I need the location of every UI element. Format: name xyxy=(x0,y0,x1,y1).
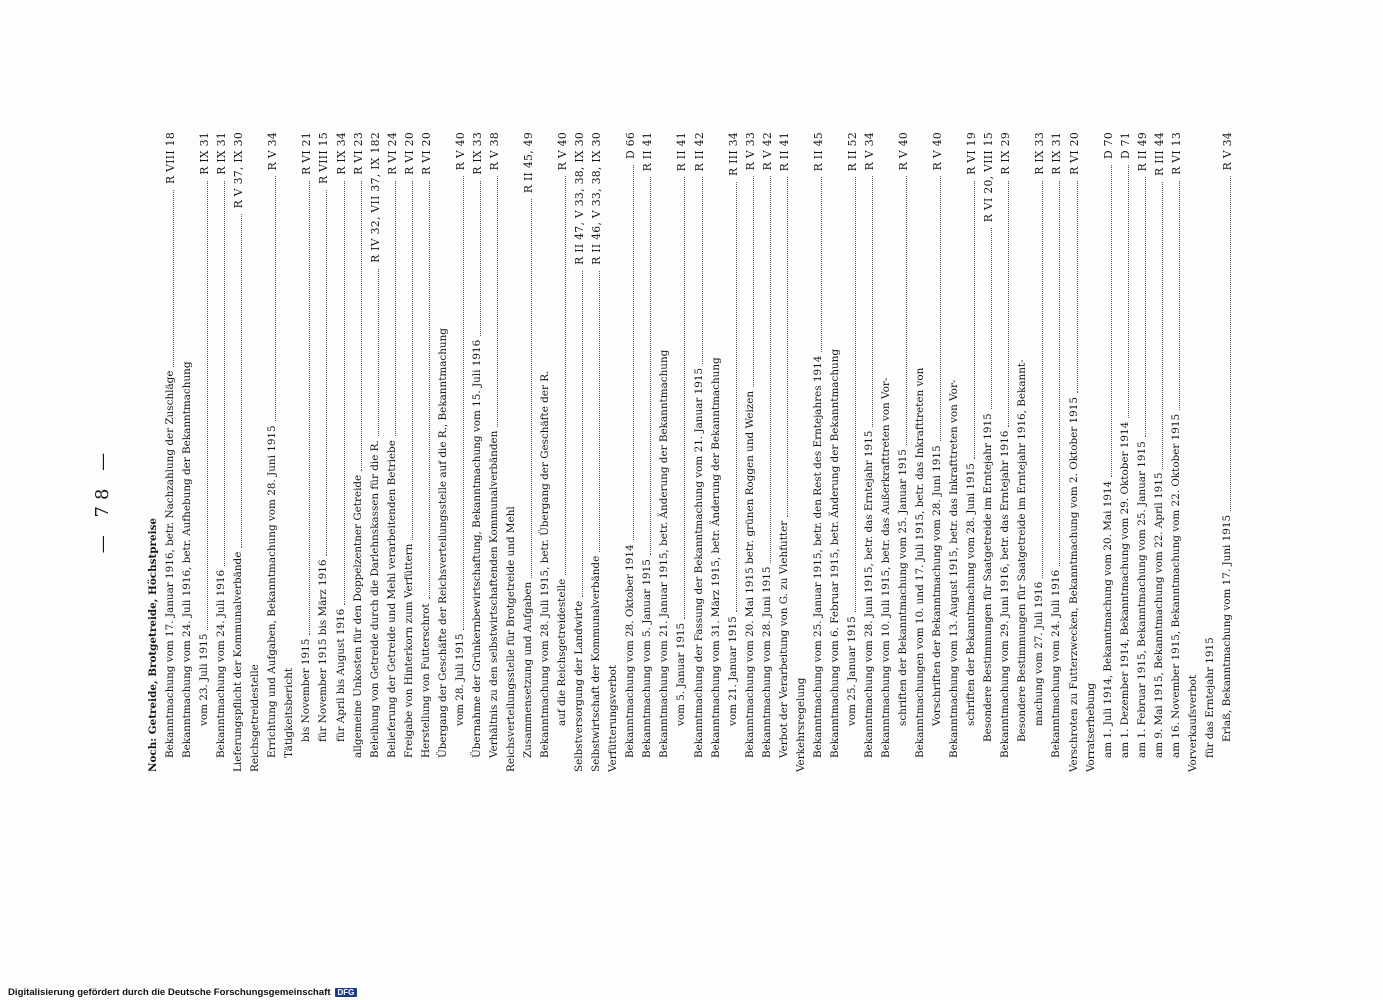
entry-text: Selbstversorgung der Landwirte xyxy=(573,600,586,772)
entry-reference: R II 41 xyxy=(777,132,791,172)
entry-text: allgemeine Unkosten für den Doppelzentner Getreide xyxy=(351,474,364,758)
entry-text: Verhältnis zu den selbstwirtschaftenden Kommunalverbänden xyxy=(487,430,500,758)
index-entry xyxy=(656,132,673,772)
entry-text: machung vom 27. Juli 1916 xyxy=(1033,581,1046,726)
index-entry xyxy=(946,132,963,772)
entry-text: Bekanntmachungen vom 10. und 17. Juli 1915, betr. das Inkrafttreten von xyxy=(914,367,927,758)
index-entry xyxy=(1014,132,1031,772)
index-entry xyxy=(520,132,537,772)
index-entry xyxy=(878,132,895,772)
entry-reference: R VI 24 xyxy=(385,132,399,175)
entry-reference: R IX 29 xyxy=(999,132,1013,175)
entry-text: am 16. November 1915, Bekanntmachung vom 22. Oktober 1915 xyxy=(1169,413,1182,758)
entry-reference: R IX 31 xyxy=(198,132,212,175)
entry-text: Vorschriften der Bekanntmachung vom 28. Juni 1915 xyxy=(931,445,944,726)
index-entry xyxy=(1100,132,1117,772)
entry-text: für das Erntejahr 1915 xyxy=(1203,637,1216,758)
index-entry xyxy=(503,132,520,772)
entry-reference: R IX 31 xyxy=(1050,132,1064,175)
entry-reference: R VI 20, VIII 15 xyxy=(982,132,996,223)
dot-leader xyxy=(352,181,362,471)
index-entry xyxy=(895,132,912,772)
entry-text: Bekanntmachung vom 24. Juli 1916, betr. Aufhebung der Bekanntmachung xyxy=(181,361,194,758)
entry-text: Herstellung von Futterschrot xyxy=(419,603,432,758)
index-entry xyxy=(759,132,776,772)
entry-text: Bekanntmachung vom 10. Juli 1915, betr. das Außerkrafttreten von Vor- xyxy=(880,377,893,758)
entry-reference: R IX 33 xyxy=(1033,132,1047,175)
index-entry xyxy=(264,132,281,772)
dot-leader xyxy=(1050,181,1060,566)
entry-text: Bekanntmachung vom 6. Februar 1915, betr. Änderung der Bekanntmachung xyxy=(828,348,841,758)
entry-text: Verfütterungsverbot xyxy=(607,664,620,772)
dot-leader xyxy=(846,177,856,612)
dot-leader xyxy=(573,271,583,597)
index-entry xyxy=(1202,132,1219,772)
entry-reference: R V 40 xyxy=(931,132,945,171)
index-entry xyxy=(315,132,332,772)
index-entry xyxy=(1168,132,1185,772)
index-entry xyxy=(162,132,179,772)
index-entry xyxy=(367,132,384,772)
entry-text: am 1. Dezember 1914, Bekanntmachung vom 29. Oktober 1914 xyxy=(1118,421,1131,758)
entry-text: schriften der Bekanntmachung vom 25. Januar 1915 xyxy=(897,449,910,726)
entry-reference: R V 34 xyxy=(1220,132,1234,171)
entry-reference: R II 49 xyxy=(1135,132,1149,172)
entry-text: für April bis August 1916 xyxy=(334,608,347,742)
entry-reference: D 70 xyxy=(1101,132,1115,160)
index-entry xyxy=(588,132,605,772)
entry-text: am 1. Februar 1915, Bekanntmachung vom 25. Januar 1915 xyxy=(1135,441,1148,758)
dot-leader xyxy=(215,181,225,566)
index-entry xyxy=(1219,132,1236,772)
index-entry xyxy=(469,132,486,772)
entry-text: für November 1915 bis März 1916 xyxy=(317,559,330,742)
dot-leader xyxy=(420,181,430,599)
entry-reference: R V 40 xyxy=(897,132,911,171)
entry-text: am 9. Mai 1915, Bekanntmachung vom 22. April 1915 xyxy=(1152,472,1165,758)
entry-text: Besondere Bestimmungen für Saatgetreide im Erntejahr 1915 xyxy=(982,413,995,742)
dot-leader xyxy=(897,176,907,445)
entry-reference: R V 40 xyxy=(556,132,570,171)
entry-text: Vorverkaufsverbot xyxy=(1186,674,1199,772)
entry-reference: R V 37, IX 30 xyxy=(232,132,246,209)
entry-text: Bekanntmachung vom 21. Januar 1915, betr. Änderung der Bekanntmachung xyxy=(658,349,671,758)
dot-leader xyxy=(300,181,310,635)
entry-reference: R VI 21 xyxy=(300,132,314,175)
dot-leader xyxy=(999,181,1009,427)
index-entry xyxy=(997,132,1014,772)
entry-reference: R II 46, V 33, 38, IX 30 xyxy=(590,132,604,265)
entry-text: Freigabe von Hinterkorn zum Verfüttern xyxy=(402,543,415,758)
dot-leader xyxy=(556,176,566,575)
entry-reference: R II 47, V 33, 38, IX 30 xyxy=(573,132,587,265)
index-entry xyxy=(708,132,725,772)
dot-leader xyxy=(232,214,242,548)
index-entry xyxy=(827,132,844,772)
index-entry xyxy=(673,132,690,772)
entry-text: vom 21. Januar 1915 xyxy=(726,616,739,726)
dot-leader xyxy=(1136,177,1146,437)
entry-text: Übernahme der Grünkernbewirtschaftung, Bekanntmachung vom 15. Juli 1916 xyxy=(470,339,483,758)
entry-text: vom 28. Juli 1915 xyxy=(453,633,466,726)
entry-reference: R IX 31 xyxy=(215,132,229,175)
dot-leader xyxy=(266,176,276,421)
entry-text: Bekanntmachung vom 28. Oktober 1914 xyxy=(624,544,637,758)
entry-reference: R VI 20 xyxy=(402,132,416,175)
entry-text: Verbot der Verarbeitung von G. zu Viehfutter xyxy=(777,520,790,758)
index-entry xyxy=(179,132,196,772)
entry-reference: R III 44 xyxy=(1152,132,1166,176)
dot-leader xyxy=(471,181,481,336)
index-entry xyxy=(725,132,742,772)
entry-reference: R IX 34 xyxy=(334,132,348,175)
dot-leader xyxy=(1221,176,1231,511)
index-entry xyxy=(963,132,980,772)
entry-text: Bekanntmachung vom 25. Januar 1915, betr. den Rest des Erntejahres 1914 xyxy=(811,355,824,758)
dot-leader xyxy=(641,177,651,555)
index-entry xyxy=(452,132,469,772)
entry-text: Verschroten zu Futterzwecken, Bekanntmachung vom 2. Oktober 1915 xyxy=(1067,397,1080,772)
index-entry xyxy=(418,132,435,772)
entry-text: Zusammensetzung und Aufgaben xyxy=(522,581,535,758)
entry-text: Noch: Getreide, Brotgetreide, Höchstpreise xyxy=(147,517,159,772)
index-entry xyxy=(435,132,452,772)
dot-leader xyxy=(198,181,208,630)
dot-leader xyxy=(335,181,345,605)
index-entry xyxy=(622,132,639,772)
entry-reference: R V 34 xyxy=(266,132,280,171)
entry-text: Bekanntmachung vom 28. Juni 1915 xyxy=(760,566,773,758)
dot-leader xyxy=(590,271,600,552)
entry-text: vom 5. Januar 1915 xyxy=(675,622,688,726)
entry-text: Bekanntmachung vom 20. Mai 1915 betr. grünen Roggen und Weizen xyxy=(743,390,756,758)
subject-index xyxy=(145,132,1236,772)
entry-reference: R II 45 xyxy=(811,132,825,172)
dot-leader xyxy=(1153,182,1163,469)
dot-leader xyxy=(1119,165,1129,418)
entry-text: Bekanntmachung vom 31. März 1915, betr. Änderung der Bekanntmachung xyxy=(709,357,722,758)
entry-reference: D 71 xyxy=(1118,132,1132,160)
index-entry xyxy=(350,132,367,772)
entry-text: Bekanntmachung vom 5. Januar 1915 xyxy=(641,559,654,758)
entry-text: schriften der Bekanntmachung vom 28. Juni 1915 xyxy=(965,463,978,726)
index-entry xyxy=(571,132,588,772)
entry-text: auf die Reichsgetreidestelle xyxy=(556,578,569,726)
entry-reference: R IX 33 xyxy=(470,132,484,175)
entry-reference: R V 42 xyxy=(760,132,774,171)
entry-reference: D 66 xyxy=(624,132,638,160)
dot-leader xyxy=(761,176,771,563)
dot-leader xyxy=(982,228,992,409)
entry-text: Reichsverteilungsstelle für Brotgetreide und Mehl xyxy=(504,506,517,772)
entry-reference: R VI 20 xyxy=(419,132,433,175)
entry-reference: R V 34 xyxy=(862,132,876,171)
index-entry xyxy=(281,132,298,772)
entry-text: Tätigkeitsbericht xyxy=(283,667,296,758)
entry-text: vom 23. Juli 1915 xyxy=(198,633,211,726)
index-entry xyxy=(1151,132,1168,772)
entry-text: Erlaß, Bekanntmachung vom 17. Juni 1915 xyxy=(1220,514,1233,742)
index-entry xyxy=(486,132,503,772)
entry-text: Besondere Bestimmungen für Saatgetreide im Erntejahr 1916, Bekannt- xyxy=(1016,359,1029,742)
dot-leader xyxy=(863,176,873,427)
digitization-credit xyxy=(8,987,357,998)
entry-text: bis November 1915 xyxy=(300,638,313,742)
index-entry xyxy=(1083,132,1100,772)
entry-text: Bekanntmachung vom 29. Juni 1916, betr. das Erntejahr 1916 xyxy=(999,430,1012,758)
entry-reference: R VI 20 xyxy=(1067,132,1081,175)
dot-leader xyxy=(1033,181,1043,578)
entry-reference: R II 45, 49 xyxy=(522,132,536,194)
index-entry xyxy=(1185,132,1202,772)
dot-leader xyxy=(778,177,788,517)
index-entry xyxy=(1031,132,1048,772)
dot-leader xyxy=(488,176,498,427)
dot-leader xyxy=(675,177,685,619)
dot-leader xyxy=(369,269,379,436)
index-entry xyxy=(691,132,708,772)
entry-text: am 1. Juli 1914, Bekanntmachung vom 20. Mai 1914 xyxy=(1101,480,1114,758)
entry-reference: R IV 32, VII 37, IX 182 xyxy=(368,132,382,263)
entry-text: Bekanntmachung vom 17. Januar 1916, betr. Nachzahlung der Zuschläge xyxy=(164,370,177,758)
index-entry xyxy=(145,132,162,772)
entry-reference: R II 42 xyxy=(692,132,706,172)
entry-text: Bekanntmachung vom 28. Juli 1915, betr. Übergang der Geschäfte der R. xyxy=(539,370,552,758)
index-entry xyxy=(196,132,213,772)
entry-text: Belieferung der Getreide und Mehl verarbeitenden Betriebe xyxy=(385,440,398,758)
entry-reference: R V 38 xyxy=(487,132,501,171)
entry-text: Bekanntmachung vom 24. Juli 1916 xyxy=(215,569,228,758)
index-entry xyxy=(776,132,793,772)
index-entry xyxy=(333,132,350,772)
entry-reference: R V 40 xyxy=(453,132,467,171)
dot-leader xyxy=(1102,165,1112,477)
index-entry xyxy=(1134,132,1151,772)
entry-reference: R II 52 xyxy=(845,132,859,172)
entry-text: Vorratserhebung xyxy=(1084,682,1097,772)
entry-reference: R II 41 xyxy=(641,132,655,172)
index-entry xyxy=(247,132,264,772)
entry-text: Selbstwirtschaft der Kommunalverbände xyxy=(590,555,603,772)
entry-text: vom 25. Januar 1915 xyxy=(845,616,858,726)
index-entry xyxy=(605,132,622,772)
dot-leader xyxy=(1170,181,1180,410)
credit-text: Digitalisierung gefördert durch die Deutsche Forschungsgemeinschaft xyxy=(8,987,331,998)
entry-text: Lieferungspflicht der Kommunalverbände xyxy=(232,551,245,772)
dot-leader xyxy=(744,176,754,387)
index-entry xyxy=(793,132,810,772)
entry-text: Übergang der Geschäfte der Reichsverteilungsstelle auf die R., Bekanntmachung xyxy=(436,328,449,758)
index-entry xyxy=(384,132,401,772)
index-entry xyxy=(298,132,315,772)
entry-reference: R VIII 18 xyxy=(164,132,178,185)
entry-text: Beleihung von Getreide durch die Darlehnskassen für die R. xyxy=(368,440,381,758)
dot-leader xyxy=(454,176,464,630)
index-entry xyxy=(1066,132,1083,772)
dot-leader xyxy=(403,181,413,540)
index-entry xyxy=(554,132,571,772)
dot-leader xyxy=(1068,181,1078,393)
index-entry xyxy=(844,132,861,772)
dot-leader xyxy=(624,165,634,540)
index-entry xyxy=(929,132,946,772)
entry-text: Reichsgetreidestelle xyxy=(249,664,262,772)
index-entry xyxy=(639,132,656,772)
entry-text: Bekanntmachung vom 28. Juni 1915, betr. das Erntejahr 1915 xyxy=(862,430,875,758)
entry-reference: R VI 23 xyxy=(351,132,365,175)
index-entry xyxy=(742,132,759,772)
dot-leader xyxy=(812,177,822,352)
entry-text: Bekanntmachung vom 24. Juli 1916 xyxy=(1050,569,1063,758)
index-entry xyxy=(980,132,997,772)
index-entry xyxy=(213,132,230,772)
dot-leader xyxy=(965,181,975,459)
index-entry xyxy=(861,132,878,772)
entry-reference: R VIII 15 xyxy=(317,132,331,185)
entry-reference: R VI 19 xyxy=(965,132,979,175)
entry-text: Errichtung und Aufgaben, Bekanntmachung vom 28. Juni 1915 xyxy=(266,425,279,758)
index-entry xyxy=(230,132,247,772)
entry-reference: R II 41 xyxy=(675,132,689,172)
dot-leader xyxy=(931,176,941,441)
index-entry xyxy=(401,132,418,772)
index-entry xyxy=(810,132,827,772)
index-entry xyxy=(1048,132,1065,772)
index-entry xyxy=(537,132,554,772)
dot-leader xyxy=(386,181,396,436)
dfg-logo: DFG xyxy=(335,988,358,997)
dot-leader xyxy=(522,199,532,578)
entry-text: Verkehrsregelung xyxy=(794,677,807,772)
dot-leader xyxy=(693,177,703,364)
entry-reference: R III 34 xyxy=(726,132,740,176)
entry-reference: R VI 13 xyxy=(1169,132,1183,175)
index-entry xyxy=(912,132,929,772)
entry-text: Bekanntmachung der Fassung der Bekanntmachung vom 21. Januar 1915 xyxy=(692,367,705,758)
page-number: — 78 — xyxy=(92,446,113,554)
entry-text: Bekanntmachung vom 13. August 1915, betr. das Inkrafttreten von Vor- xyxy=(948,379,961,758)
dot-leader xyxy=(164,190,174,367)
entry-reference: R V 33 xyxy=(743,132,757,171)
index-entry xyxy=(1117,132,1134,772)
dot-leader xyxy=(727,182,737,612)
dot-leader xyxy=(317,190,327,556)
